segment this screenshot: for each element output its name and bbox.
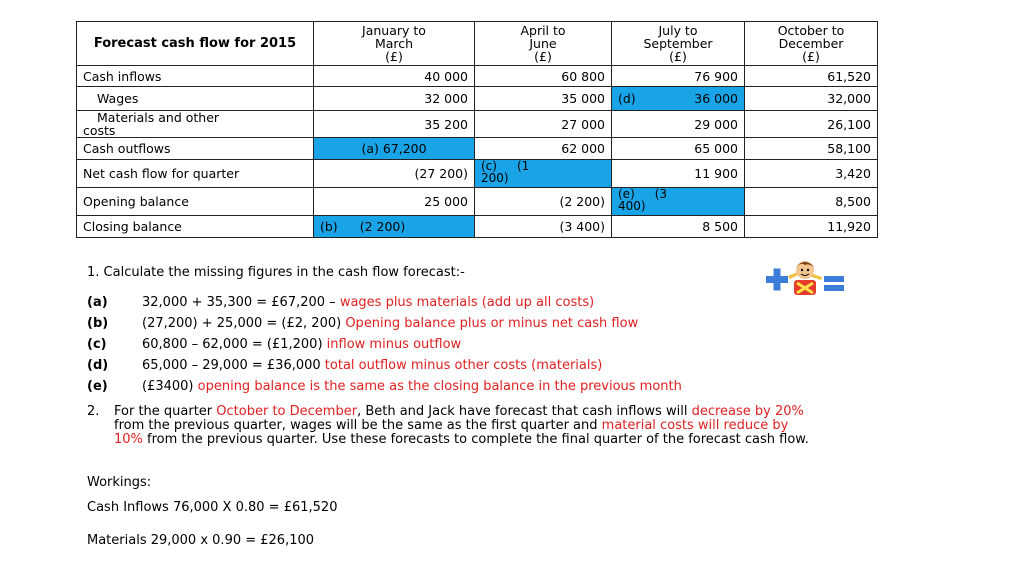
- answer-calc: 32,000 + 35,300 = £67,200 –: [142, 295, 340, 310]
- table-row-materials: [77, 111, 878, 138]
- question-2: [87, 405, 817, 447]
- answer-cell-d: (d) 36 000: [612, 87, 745, 111]
- answer-key: (b): [87, 316, 109, 331]
- col-header-jul-sep: July to September (£): [612, 22, 745, 66]
- table-cell: 8 500: [612, 216, 745, 238]
- row-label: Materials and other costs: [77, 111, 314, 138]
- cash-flow-table: [76, 21, 878, 238]
- table-row-wages: [77, 87, 878, 111]
- table-row-cash-outflows: [77, 138, 878, 160]
- table-cell: 29 000: [612, 111, 745, 138]
- table-cell: 8,500: [745, 188, 878, 216]
- workings-line-2: Materials 29,000 x 0.90 = £26,100: [87, 533, 315, 548]
- table-row-opening-balance: [77, 188, 878, 216]
- table-cell: 58,100: [745, 138, 878, 160]
- answer-calc: (£3400): [142, 379, 198, 394]
- row-label: Opening balance: [77, 188, 314, 216]
- answer-explanation: total outflow minus other costs (materials): [324, 358, 603, 373]
- table-cell: 32 000: [314, 87, 475, 111]
- question-number: 2.: [87, 404, 100, 419]
- table-cell: (3 400): [475, 216, 612, 238]
- answer-key: (e): [87, 379, 108, 394]
- table-cell: 35 200: [314, 111, 475, 138]
- row-label: Wages: [77, 87, 314, 111]
- answer-cell-b: (b) (2 200): [314, 216, 475, 238]
- table-cell: (27 200): [314, 160, 475, 188]
- table-row-closing-balance: [77, 216, 878, 238]
- table-cell: (2 200): [475, 188, 612, 216]
- answer-calc: 65,000 – 29,000 = £36,000: [142, 358, 325, 373]
- col-header-jan-mar: January to March (£): [314, 22, 475, 66]
- answer-cell-c: (c) (1 200): [475, 160, 612, 188]
- table-row-net-cash-flow: [77, 160, 878, 188]
- answer-explanation: inflow minus outflow: [326, 337, 462, 352]
- row-label: Net cash flow for quarter: [77, 160, 314, 188]
- row-label: Cash inflows: [77, 66, 314, 87]
- workings-line-1: Cash Inflows 76,000 X 0.80 = £61,520: [87, 500, 338, 515]
- table-cell: 76 900: [612, 66, 745, 87]
- math-mascot-icon: [764, 259, 846, 299]
- col-header-oct-dec: October to December (£): [745, 22, 878, 66]
- table-cell: 40 000: [314, 66, 475, 87]
- row-label: Closing balance: [77, 216, 314, 238]
- answer-key: (a): [87, 295, 108, 310]
- answer-cell-e: (e) (3 400): [612, 188, 745, 216]
- table-cell: 61,520: [745, 66, 878, 87]
- answer-calc: (27,200) + 25,000 = (£2, 200): [142, 316, 346, 331]
- table-header-row: [77, 22, 878, 66]
- table-cell: 62 000: [475, 138, 612, 160]
- table-cell: 26,100: [745, 111, 878, 138]
- list-item: [87, 355, 682, 376]
- answer-list: [87, 292, 682, 397]
- answer-key: (d): [87, 358, 109, 373]
- table-cell: 25 000: [314, 188, 475, 216]
- table-cell: 11,920: [745, 216, 878, 238]
- table-cell: 35 000: [475, 87, 612, 111]
- row-label: Cash outflows: [77, 138, 314, 160]
- answer-key: (c): [87, 337, 107, 352]
- table-cell: 27 000: [475, 111, 612, 138]
- list-item: [87, 334, 682, 355]
- list-item: [87, 313, 682, 334]
- answer-calc: 60,800 – 62,000 = (£1,200): [142, 337, 327, 352]
- question-2-text: For the quarter October to December, Beth and Jack have forecast that cash inflows will decrease by 20% from the previous quarter, wages will be the same as the first quarter and material costs will reduce by 10% from the previous quarter. Use these forecasts to complete the final quarter of the forecast cash flow.: [114, 404, 809, 447]
- answer-cell-a: (a) 67,200: [314, 138, 475, 160]
- table-cell: 60 800: [475, 66, 612, 87]
- answer-explanation: Opening balance plus or minus net cash flow: [345, 316, 639, 331]
- list-item: [87, 376, 682, 397]
- table-row-cash-inflows: [77, 66, 878, 87]
- question-1: 1. Calculate the missing figures in the cash flow forecast:-: [87, 265, 465, 280]
- answer-explanation: opening balance is the same as the closing balance in the previous month: [197, 379, 682, 394]
- table-cell: 3,420: [745, 160, 878, 188]
- workings-label: Workings:: [87, 475, 152, 490]
- list-item: [87, 292, 682, 313]
- table-cell: 32,000: [745, 87, 878, 111]
- table-cell: 65 000: [612, 138, 745, 160]
- col-header-apr-jun: April to June (£): [475, 22, 612, 66]
- answer-explanation: wages plus materials (add up all costs): [339, 295, 595, 310]
- table-cell: 11 900: [612, 160, 745, 188]
- table-title: Forecast cash flow for 2015: [77, 22, 314, 66]
